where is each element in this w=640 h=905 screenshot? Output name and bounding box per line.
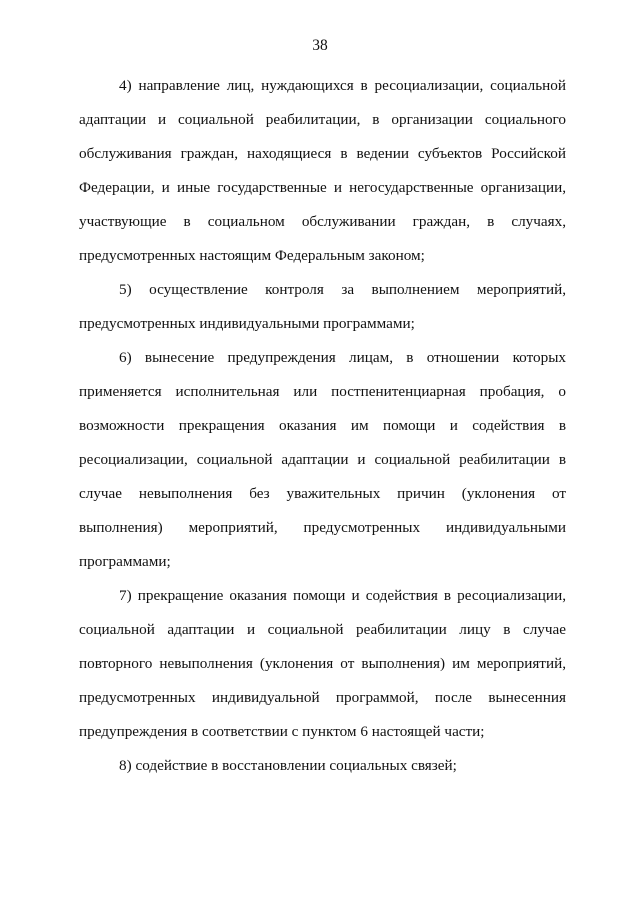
paragraph-item-6: 6) вынесение предупреждения лицам, в отношении которых применяется исполнительная или постпенитенциарная пробация, о возможности прекращения оказания им помощи и содействия в ресоциализации, социальной адаптации и социальной реабилитации в случае невыполнения без уважительных причин (уклонения от выполнения) мероприятий, предусмотренных индивидуальными программами; [79,349,566,570]
page-number: 38 [312,37,328,54]
paragraph-item-7: 7) прекращение оказания помощи и содействия в ресоциализации, социальной адаптации и социальной реабилитации лицу в случае повторного невыполнения (уклонения от выполнения) им мероприятий, предусмотренных индивидуальной программой, после вынесенния предупреждения в соответствии с пунктом 6 настоящей части; [79,587,566,740]
paragraph-item-8: 8) содействие в восстановлении социальных связей; [119,757,457,774]
paragraph-item-4: 4) направление лиц, нуждающихся в ресоциализации, социальной адаптации и социальной реабилитации, в организации социального обслуживания граждан, находящиеся в ведении субъектов Российской Федерации, и иные государственные и негосударственные организации, участвующие в социальном обслуживании граждан, в случаях, предусмотренных настоящим Федеральным законом; [79,77,566,264]
document-body [79,69,566,783]
paragraph-item-5: 5) осуществление контроля за выполнением мероприятий, предусмотренных индивидуальными программами; [79,281,566,332]
